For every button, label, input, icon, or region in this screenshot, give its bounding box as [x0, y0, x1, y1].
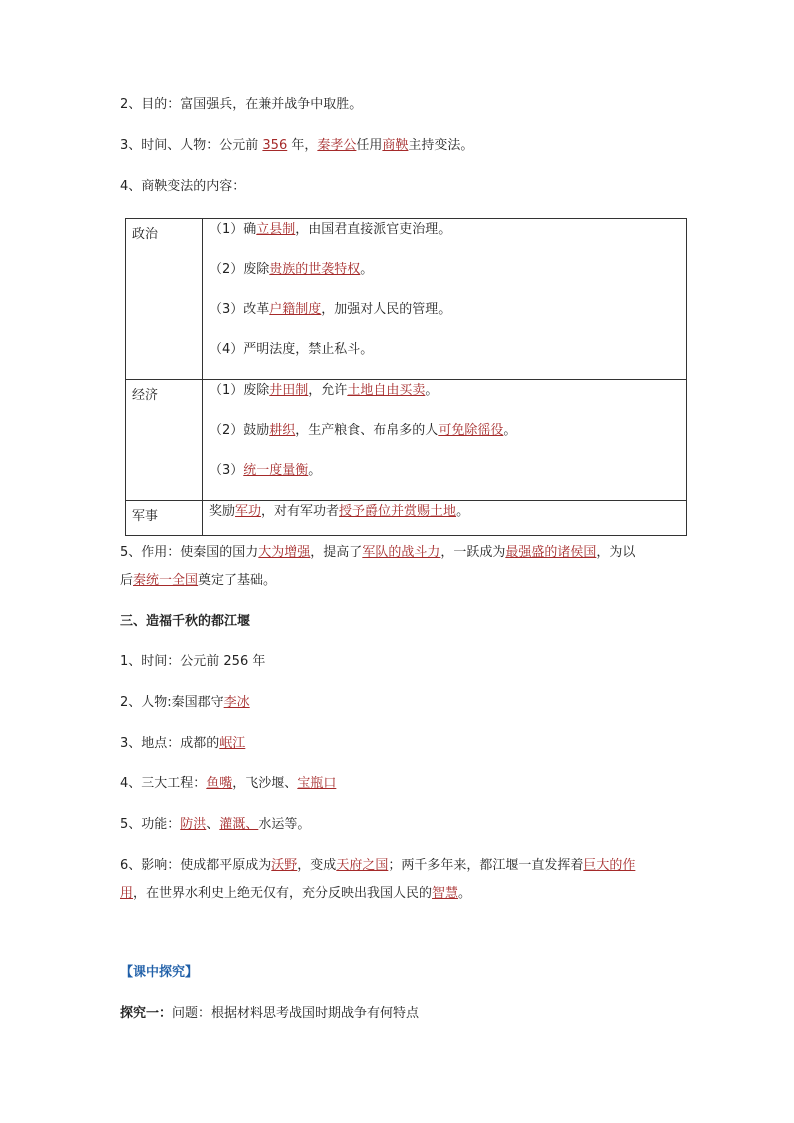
politics-item-1: （1）确立县制，由国君直接派官吏治理。: [209, 222, 452, 237]
economy-item-3: （3）统一度量衡。: [209, 463, 322, 478]
inquiry-heading: 【课中探究】: [120, 965, 199, 980]
military-item-1: 奖励军功，对有军功者授予爵位并赏赐土地。: [209, 504, 470, 519]
category-military: 军事: [126, 501, 203, 536]
table-row-politics: [126, 219, 687, 380]
effect-line-1: 5、作用：使秦国的国力大为增强，提高了军队的战斗力，一跃成为最强盛的诸侯国，为以: [120, 545, 636, 560]
time-person-line: 3、时间、人物：公元前 356 年，秦孝公任用商鞅主持变法。: [120, 138, 474, 153]
politics-item-3: （3）改革户籍制度，加强对人民的管理。: [209, 302, 452, 317]
dujiangyan-heading: 三、造福千秋的都江堰: [120, 614, 251, 629]
dujiangyan-projects: 4、三大工程：鱼嘴，飞沙堰、宝瓶口: [120, 776, 337, 791]
purpose-line: 2、目的：富国强兵，在兼并战争中取胜。: [120, 97, 363, 112]
table-row-military: [126, 501, 687, 536]
dujiangyan-location: 3、地点：成都的岷江: [120, 736, 246, 751]
economy-item-1: （1）废除井田制，允许土地自由买卖。: [209, 383, 439, 398]
politics-item-4: （4）严明法度，禁止私斗。: [209, 342, 374, 357]
category-economy: 经济: [126, 380, 203, 501]
dujiangyan-time: 1、时间：公元前 256 年: [120, 654, 266, 669]
dujiangyan-influence-2: 用，在世界水利史上绝无仅有，充分反映出我国人民的智慧。: [120, 886, 472, 901]
category-politics: 政治: [126, 219, 203, 380]
reform-content-table: [125, 218, 687, 536]
economy-item-2: （2）鼓励耕织，生产粮食、布帛多的人可免除徭役。: [209, 423, 517, 438]
reform-content-heading: 4、商鞅变法的内容：: [120, 179, 246, 194]
inquiry-question: 探究一：问题：根据材料思考战国时期战争有何特点: [120, 1006, 420, 1021]
dujiangyan-influence-1: 6、影响：使成都平原成为沃野，变成天府之国；两千多年来，都江堰一直发挥着巨大的作: [120, 858, 636, 873]
dujiangyan-functions: 5、功能：防洪、灌溉、水运等。: [120, 817, 311, 832]
dujiangyan-person: 2、人物:秦国郡守李冰: [120, 695, 250, 710]
effect-line-2: 后秦统一全国奠定了基础。: [120, 573, 277, 588]
politics-item-2: （2）废除贵族的世袭特权。: [209, 262, 374, 277]
table-row-economy: [126, 380, 687, 501]
